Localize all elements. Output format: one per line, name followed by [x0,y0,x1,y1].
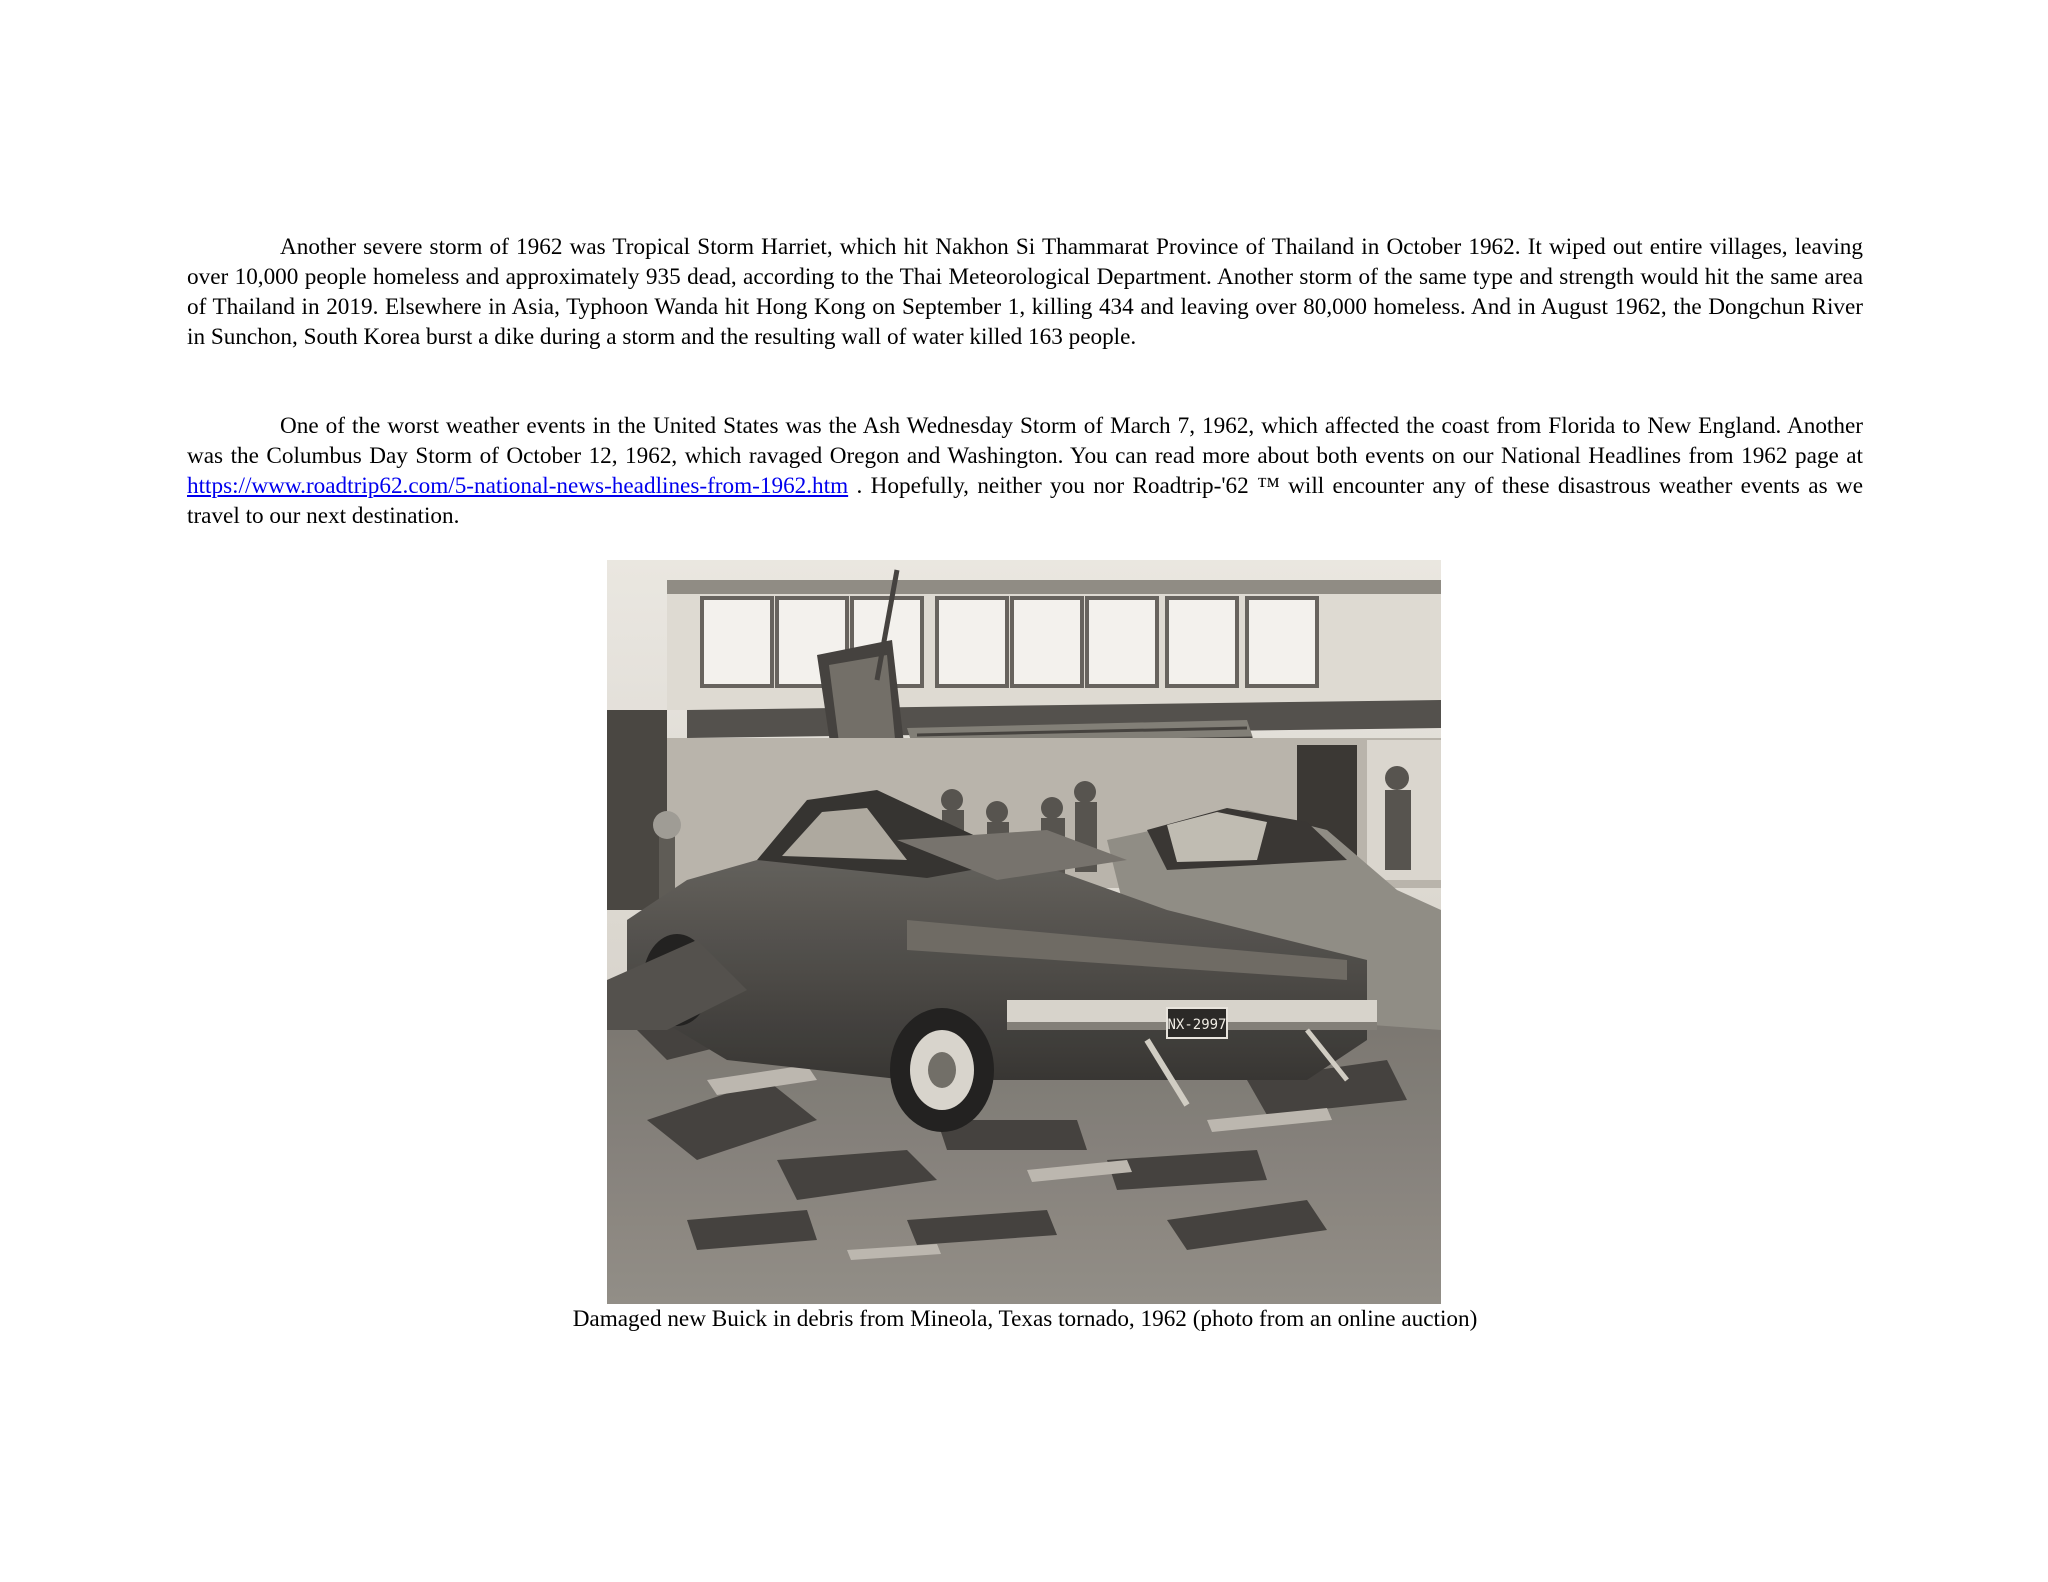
paragraph-tropical-storms [187,232,1863,352]
paragraph-text-after-link: . Hopefully, neither you nor Roadtrip-'62 ™ will encounter any of these disastrous weather events as we travel to our next destination. [187,473,1863,529]
paragraph-us-storms [187,411,1863,531]
damaged-buick-photo [607,560,1441,1304]
paragraph-text [187,411,1863,531]
paragraph-text-before-link: One of the worst weather events in the United States was the Ash Wednesday Storm of March 7, 1962, which affected the coast from Florida to New England. Another was the Columbus Day Storm of October 12, 1962, which ravaged Oregon and Washington. You can read more about both events on our National Headlines from 1962 page at [187,413,1863,469]
national-headlines-link[interactable]: https://www.roadtrip62.com/5-national-news-headlines-from-1962.htm [187,473,849,499]
license-plate-text: NX-2997 [1167,1017,1227,1033]
photo-caption: Damaged new Buick in debris from Mineola, Texas tornado, 1962 (photo from an online auction) [572,1306,1478,1332]
paragraph-text: Another severe storm of 1962 was Tropical Storm Harriet, which hit Nakhon Si Thammarat Province of Thailand in October 1962. It wiped out entire villages, leaving over 10,000 people homeless and approximately 935 dead, according to the Thai Meteorological Department. Another storm of the same type and strength would hit the same area of Thailand in 2019. Elsewhere in Asia, Typhoon Wanda hit Hong Kong on September 1, killing 434 and leaving over 80,000 homeless. And in August 1962, the Dongchun River in Sunchon, South Korea burst a dike during a storm and the resulting wall of water killed 163 people. [187,234,1863,350]
